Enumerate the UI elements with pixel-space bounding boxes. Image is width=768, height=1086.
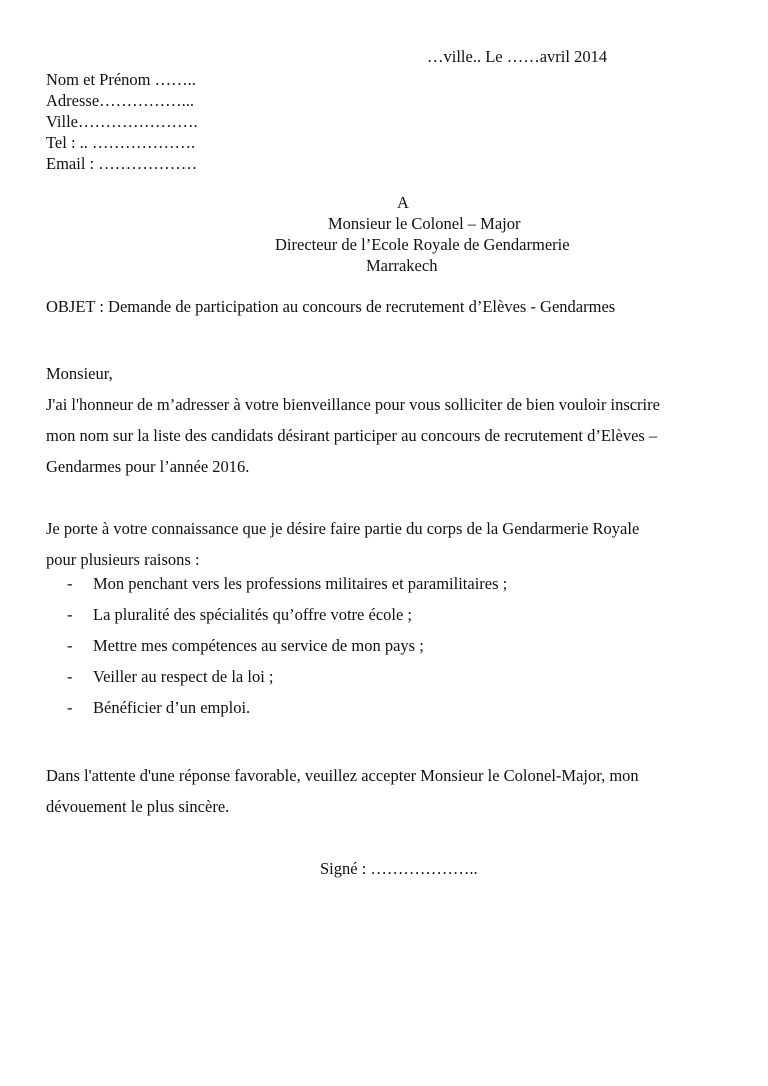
list-item <box>67 636 424 656</box>
signature-line: Signé : ……………….. <box>320 859 478 878</box>
list-item-text: Veiller au respect de la loi ; <box>93 667 274 686</box>
list-item <box>67 574 507 594</box>
closing-line: Dans l'attente d'une réponse favorable, veuillez accepter Monsieur le Colonel-Major, mon <box>46 766 639 785</box>
recipient-prefix: A <box>397 193 409 212</box>
recipient-city: Marrakech <box>366 256 438 275</box>
list-item-text: Bénéficier d’un emploi. <box>93 698 251 717</box>
paragraph-2-line: Je porte à votre connaissance que je désire faire partie du corps de la Gendarmerie Royale <box>46 519 640 538</box>
bullet-marker: - <box>67 605 73 624</box>
list-item <box>67 667 274 687</box>
bullet-marker: - <box>67 667 73 686</box>
recipient-position: Directeur de l’Ecole Royale de Gendarmerie <box>275 235 570 254</box>
subject-line: OBJET : Demande de participation au concours de recrutement d’Elèves - Gendarmes <box>46 297 616 316</box>
paragraph-1-line: J'ai l'honneur de m’adresser à votre bienveillance pour vous solliciter de bien vouloir inscrire <box>46 395 660 414</box>
bullet-marker: - <box>67 636 73 655</box>
sender-email: Email : ……………… <box>46 154 198 173</box>
list-item-text: Mettre mes compétences au service de mon pays ; <box>93 636 424 655</box>
sender-name: Nom et Prénom …….. <box>46 70 196 89</box>
list-item <box>67 605 412 625</box>
list-item <box>67 698 250 718</box>
paragraph-1-line: Gendarmes pour l’année 2016. <box>46 457 250 476</box>
place-date: …ville.. Le ……avril 2014 <box>427 47 608 66</box>
paragraph-1-line: mon nom sur la liste des candidats désirant participer au concours de recrutement d’Elèves – <box>46 426 658 445</box>
paragraph-2-line: pour plusieurs raisons : <box>46 550 200 569</box>
list-item-text: Mon penchant vers les professions militaires et paramilitaires ; <box>93 574 508 593</box>
bullet-marker: - <box>67 574 73 593</box>
salutation: Monsieur, <box>46 364 113 383</box>
recipient-title: Monsieur le Colonel – Major <box>328 214 521 233</box>
bullet-marker: - <box>67 698 73 717</box>
closing-line: dévouement le plus sincère. <box>46 797 230 816</box>
sender-address: Adresse……………... <box>46 91 195 110</box>
sender-phone: Tel : .. ………………. <box>46 133 196 152</box>
sender-city: Ville…………………. <box>46 112 198 131</box>
list-item-text: La pluralité des spécialités qu’offre votre école ; <box>93 605 413 624</box>
